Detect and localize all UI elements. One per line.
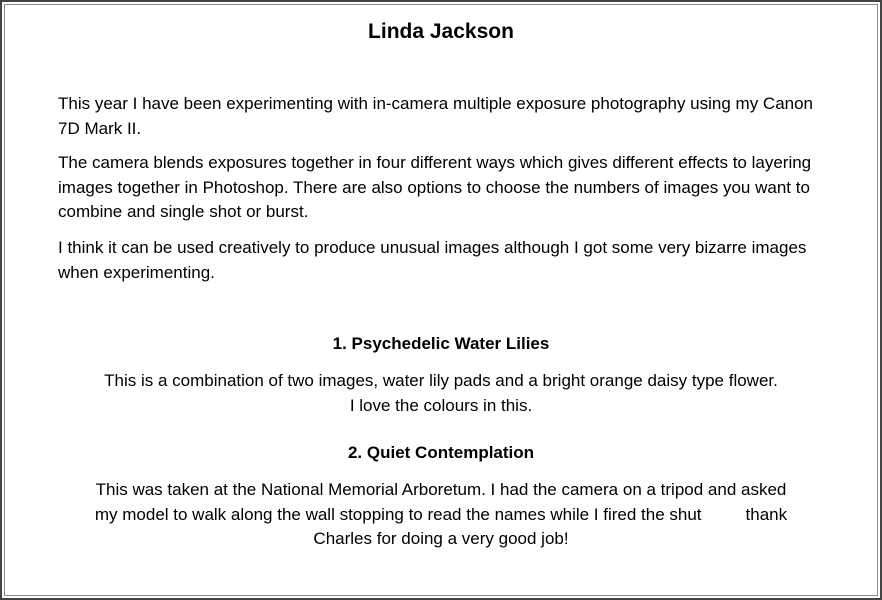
section-2-line-2-start: my model to walk along the wall stopping to read the names while I fired the shut xyxy=(94,504,702,524)
section-heading-2: 2. Quiet Contemplation xyxy=(347,443,535,462)
section-1-line-1: This is a combination of two images, water lily pads and a bright orange daisy type flower. xyxy=(104,371,778,390)
section-2-line-1: This was taken at the National Memorial Arboretum. I had the camera on a tripod and asked xyxy=(95,480,787,499)
intro-paragraph-3: I think it can be used creatively to produce unusual images although I got some very bizarre images when experimenting. xyxy=(58,238,807,282)
intro-paragraph-2: The camera blends exposures together in four different ways which gives different effects to layering images together in Photoshop. There are also options to choose the numbers of images you want to combine and single shot or burst. xyxy=(58,153,812,221)
section-2-line-2-end: thank xyxy=(745,504,788,524)
section-2-line-2 xyxy=(52,503,830,528)
section-2-line-3: Charles for doing a very good job! xyxy=(313,529,569,548)
section-body-2 xyxy=(52,478,830,552)
section-1-line-2: I love the colours in this. xyxy=(349,395,533,415)
intro-paragraph-1: This year I have been experimenting with in-camera multiple exposure photography using my Canon 7D Mark II. xyxy=(58,94,814,138)
page-title: Linda Jackson xyxy=(368,20,514,43)
section-heading-1: 1. Psychedelic Water Lilies xyxy=(332,334,550,353)
section-body-1 xyxy=(52,369,830,418)
